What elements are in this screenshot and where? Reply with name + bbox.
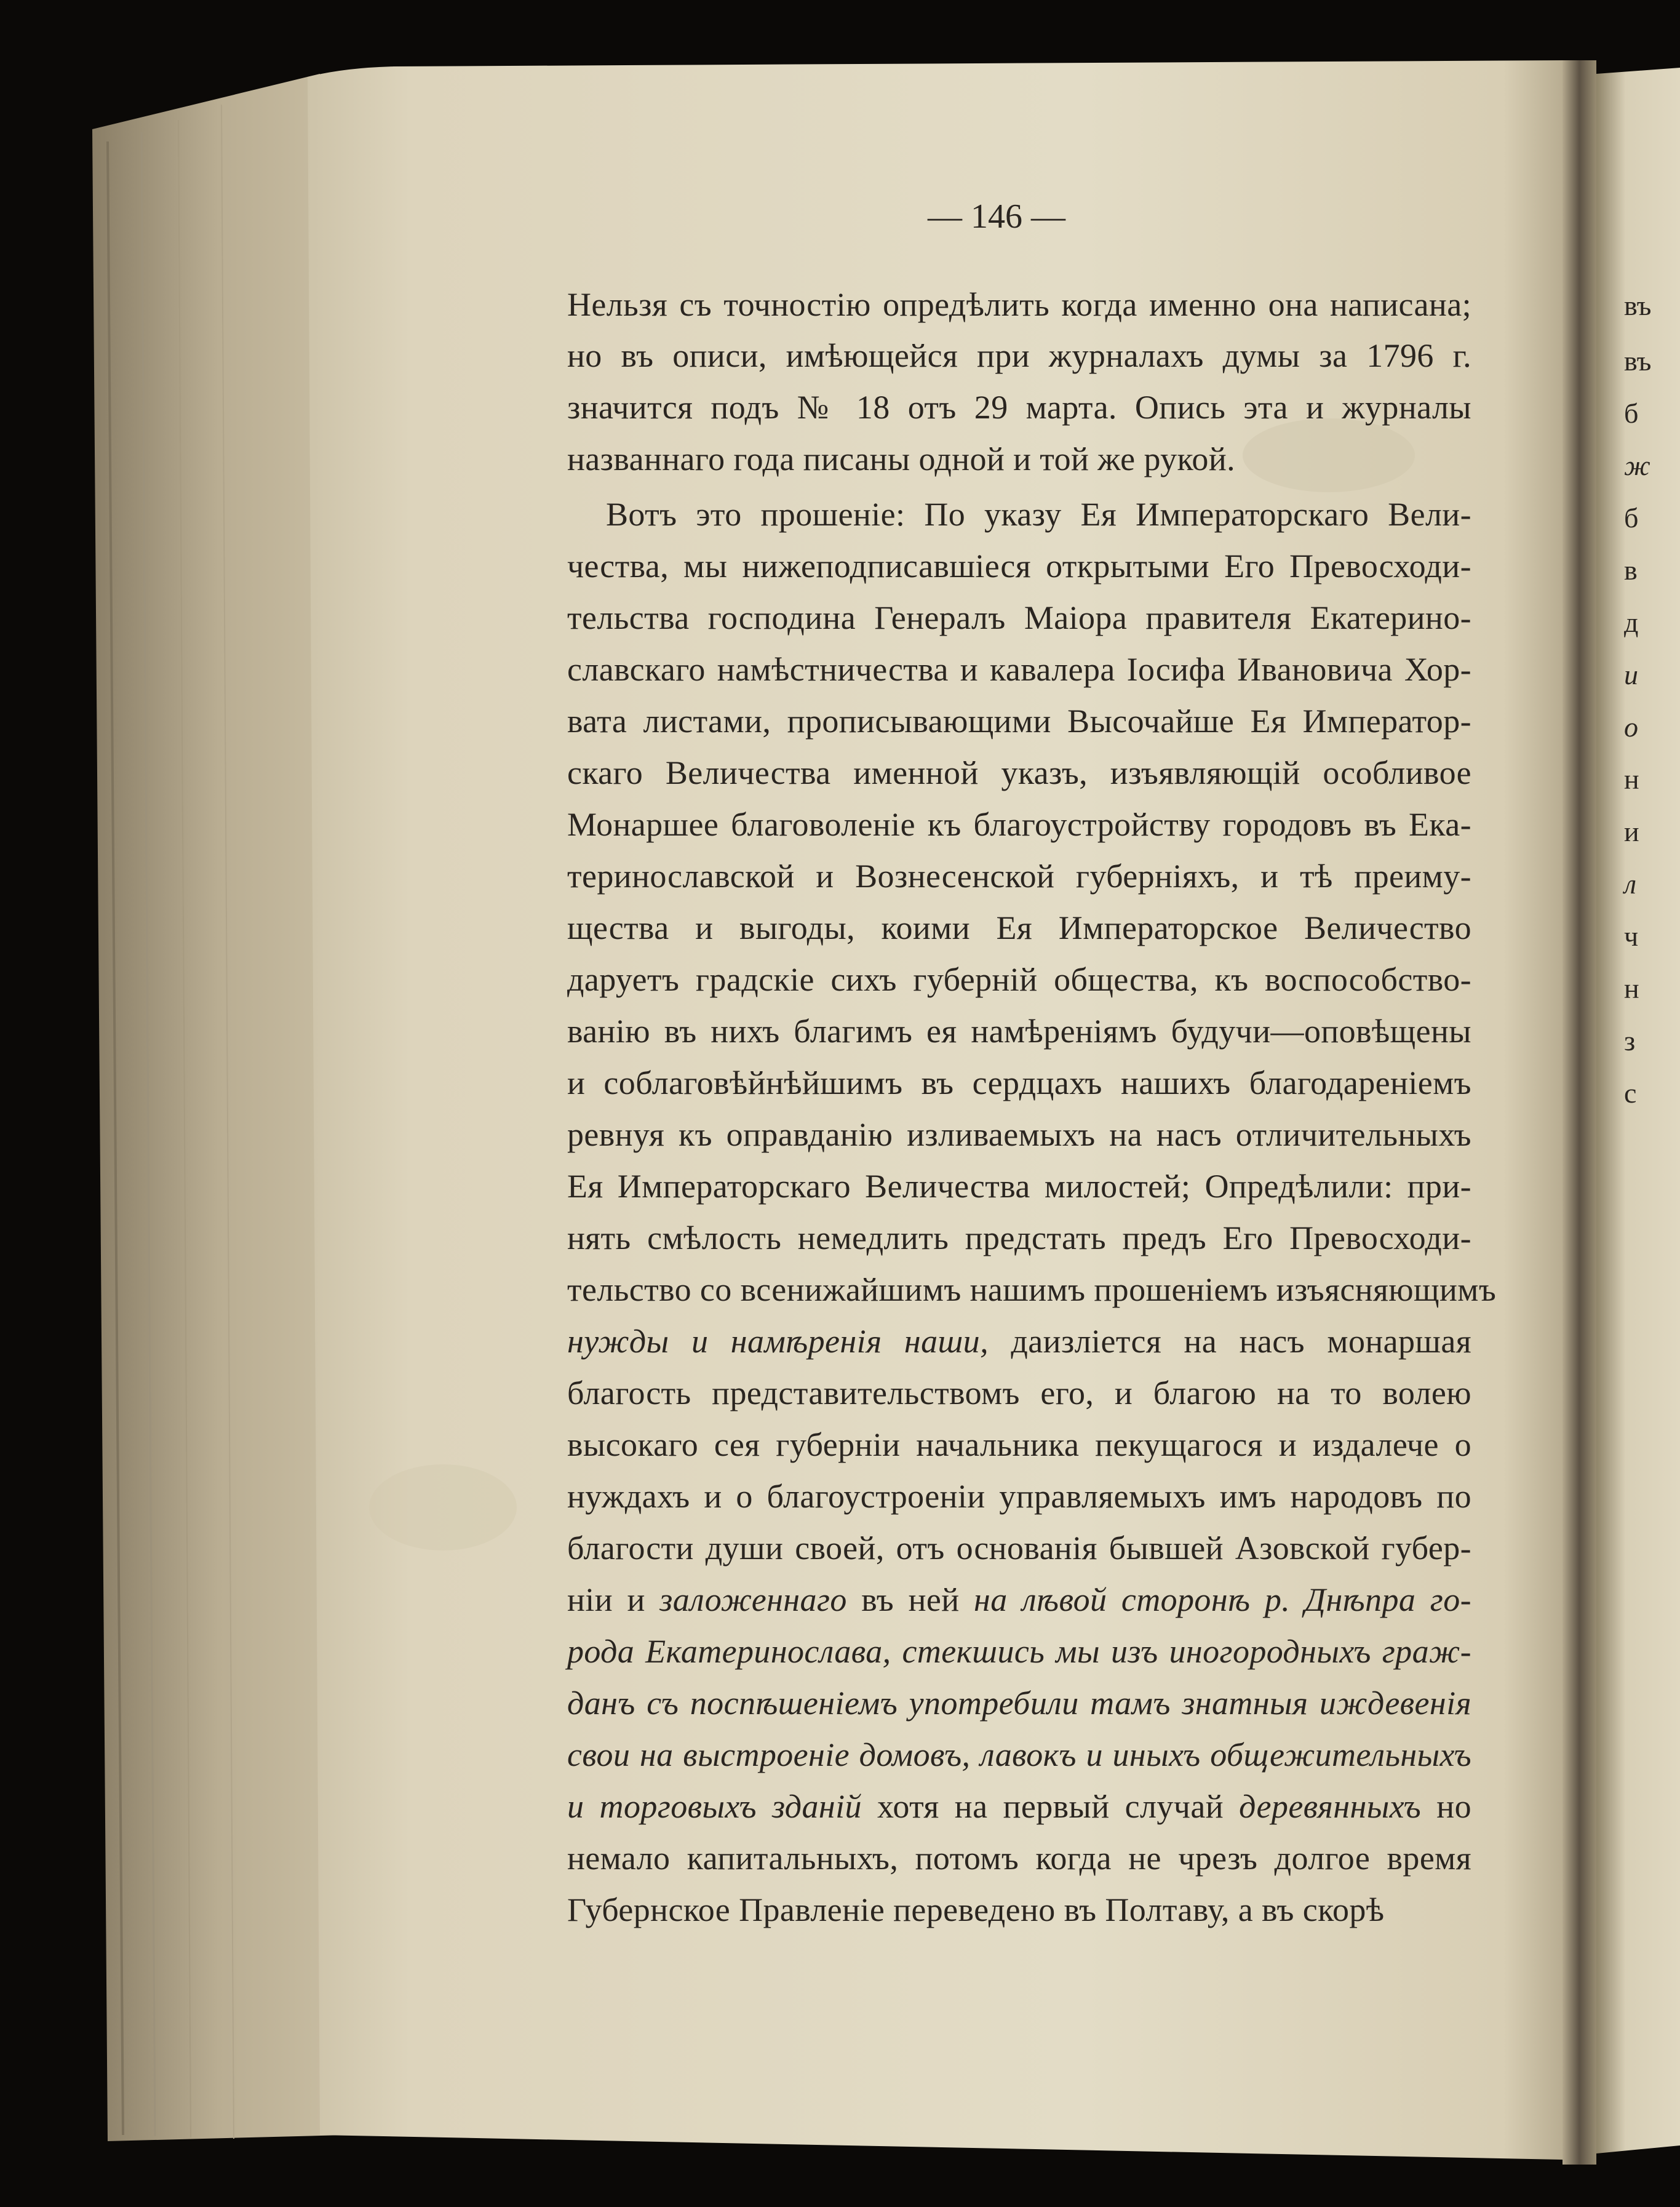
text-line xyxy=(567,909,1471,946)
facing-page-fragment: ж xyxy=(1624,450,1650,481)
text-line xyxy=(567,389,1471,426)
facing-page-fragment: л xyxy=(1624,868,1637,900)
text-segment: тельство со всенижайшимъ нашимъ прошеніемъ изъясняющимъ xyxy=(567,1271,1497,1308)
text-segment: скаго Величества именной указъ, изъявляющій особливое xyxy=(567,754,1471,791)
text-segment: нужды и намѣренія наши, xyxy=(567,1323,989,1360)
text-line xyxy=(567,1375,1471,1411)
text-line xyxy=(567,858,1471,895)
text-segment: Ея Императорскаго Величества милостей; Опредѣлили: при- xyxy=(567,1168,1471,1205)
text-segment: Губернское Правленіе переведено въ Полтаву, а въ скорѣ xyxy=(567,1891,1385,1928)
text-segment: тельства господина Генералъ Маіора правителя Екатерино- xyxy=(567,599,1471,636)
text-segment: немало капитальныхъ, потомъ когда не чрезъ долгое время xyxy=(567,1840,1471,1877)
text-segment: нять смѣлость немедлить предстать предъ Его Превосходи- xyxy=(567,1219,1471,1256)
facing-page-fragment: о xyxy=(1624,711,1638,743)
text-segment: Вотъ это прошеніе: По указу Ея Императорскаго Вели- xyxy=(606,496,1471,533)
text-segment: благость представительствомъ его, и благою на то волею xyxy=(567,1375,1471,1411)
text-segment: даизліется на насъ монаршая xyxy=(989,1323,1471,1360)
text-segment: вата листами, прописывающими Высочайше Ея Император- xyxy=(567,703,1471,740)
text-segment: чества, мы нижеподписавшіеся открытыми Его Превосходи- xyxy=(567,548,1471,585)
text-segment: нуждахъ и о благоустроеніи управляемыхъ имъ народовъ по xyxy=(567,1478,1471,1515)
text-segment: благости души своей, отъ основанія бывшей Азовской губер- xyxy=(567,1530,1471,1566)
facing-page-fragment: б xyxy=(1624,502,1639,533)
text-line xyxy=(567,1685,1471,1722)
text-segment: но въ описи, имѣющейся при журналахъ думы за 1796 г. xyxy=(567,337,1471,374)
text-line xyxy=(567,599,1471,636)
text-line xyxy=(567,651,1471,688)
text-line xyxy=(567,441,1471,477)
text-line xyxy=(567,1426,1471,1463)
text-line xyxy=(567,1633,1471,1670)
text-segment: и торговыхъ зданій xyxy=(567,1788,862,1825)
text-line xyxy=(567,1323,1471,1360)
facing-page-fragment: н xyxy=(1624,973,1639,1004)
text-segment: щества и выгоды, коими Ея Императорское Величество xyxy=(567,909,1471,946)
text-line xyxy=(567,548,1471,585)
facing-page-fragment: въ xyxy=(1624,345,1652,377)
text-line xyxy=(567,754,1471,791)
text-segment: заложеннаго xyxy=(659,1581,847,1618)
text-line xyxy=(567,1530,1471,1566)
text-line xyxy=(567,1840,1471,1877)
text-segment: на лѣвой сторонѣ р. Днѣпра го- xyxy=(974,1581,1471,1618)
facing-page-fragment: с xyxy=(1624,1077,1637,1109)
text-segment: славскаго намѣстничества и кавалера Іосифа Ивановича Хор- xyxy=(567,651,1471,688)
text-segment: ніи и xyxy=(567,1581,660,1618)
facing-page-fragment: въ xyxy=(1624,290,1652,321)
text-segment: въ ней xyxy=(846,1581,974,1618)
facing-page-fragment: з xyxy=(1624,1025,1636,1056)
text-segment: хотя на первый случай xyxy=(861,1788,1240,1825)
text-line xyxy=(567,337,1471,374)
text-segment: теринославской и Вознесенской губерніяхъ, и тѣ преиму- xyxy=(567,858,1471,895)
text-segment: даруетъ градскіе сихъ губерній общества, къ воспособство- xyxy=(567,961,1471,998)
text-line xyxy=(567,703,1471,740)
facing-page-fragment: б xyxy=(1624,397,1639,429)
text-segment: Монаршее благоволеніе къ благоустройству городовъ въ Ека- xyxy=(567,806,1471,843)
text-line xyxy=(567,1271,1497,1308)
text-segment: ванію въ нихъ благимъ ея намѣреніямъ будучи—оповѣщены xyxy=(567,1013,1471,1050)
text-line xyxy=(606,496,1471,533)
text-segment: Нельзя съ точностію опредѣлить когда именно она написана; xyxy=(567,286,1471,323)
text-line xyxy=(567,1064,1471,1101)
text-line xyxy=(567,1013,1471,1050)
text-line xyxy=(567,1581,1471,1618)
text-segment: рода Екатеринослава, стекшись мы изъ иногородныхъ граж- xyxy=(567,1633,1471,1670)
facing-page-fragment: в xyxy=(1624,554,1638,586)
text-segment: названнаго года писаны одной и той же рукой. xyxy=(567,441,1236,477)
text-segment: и соблаговѣйнѣйшимъ въ сердцахъ нашихъ благодареніемъ xyxy=(567,1064,1471,1101)
text-segment: свои на выстроеніе домовъ, лавокъ и иныхъ общежительныхъ xyxy=(567,1736,1471,1773)
facing-page-fragment: и xyxy=(1624,659,1638,690)
text-segment: высокаго сея губерніи начальника пекущагося и издалече о xyxy=(567,1426,1471,1463)
text-segment: деревянныхъ xyxy=(1239,1788,1422,1825)
text-line xyxy=(567,1116,1471,1153)
facing-page-fragment: д xyxy=(1624,607,1639,638)
text-line xyxy=(567,961,1471,998)
page-number: — 146 — xyxy=(928,198,1065,236)
text-line xyxy=(567,286,1471,323)
text-line xyxy=(567,1219,1471,1256)
text-line xyxy=(567,1736,1471,1773)
text-segment: значится подъ № 18 отъ 29 марта. Опись эта и журналы xyxy=(567,389,1471,426)
text-line xyxy=(567,1168,1471,1205)
text-segment: но xyxy=(1421,1788,1471,1825)
text-segment: данъ съ поспѣшеніемъ употребили тамъ знатныя иждевенія xyxy=(567,1685,1471,1722)
facing-page-fragment: ч xyxy=(1624,920,1639,952)
text-line xyxy=(567,1788,1471,1825)
text-segment: ревнуя къ оправданію изливаемыхъ на насъ отличительныхъ xyxy=(567,1116,1471,1153)
facing-page-fragment: н xyxy=(1624,764,1639,795)
text-line xyxy=(567,806,1471,843)
text-line xyxy=(567,1891,1471,1928)
text-line xyxy=(567,1478,1471,1515)
facing-page-fragment: и xyxy=(1624,816,1639,847)
